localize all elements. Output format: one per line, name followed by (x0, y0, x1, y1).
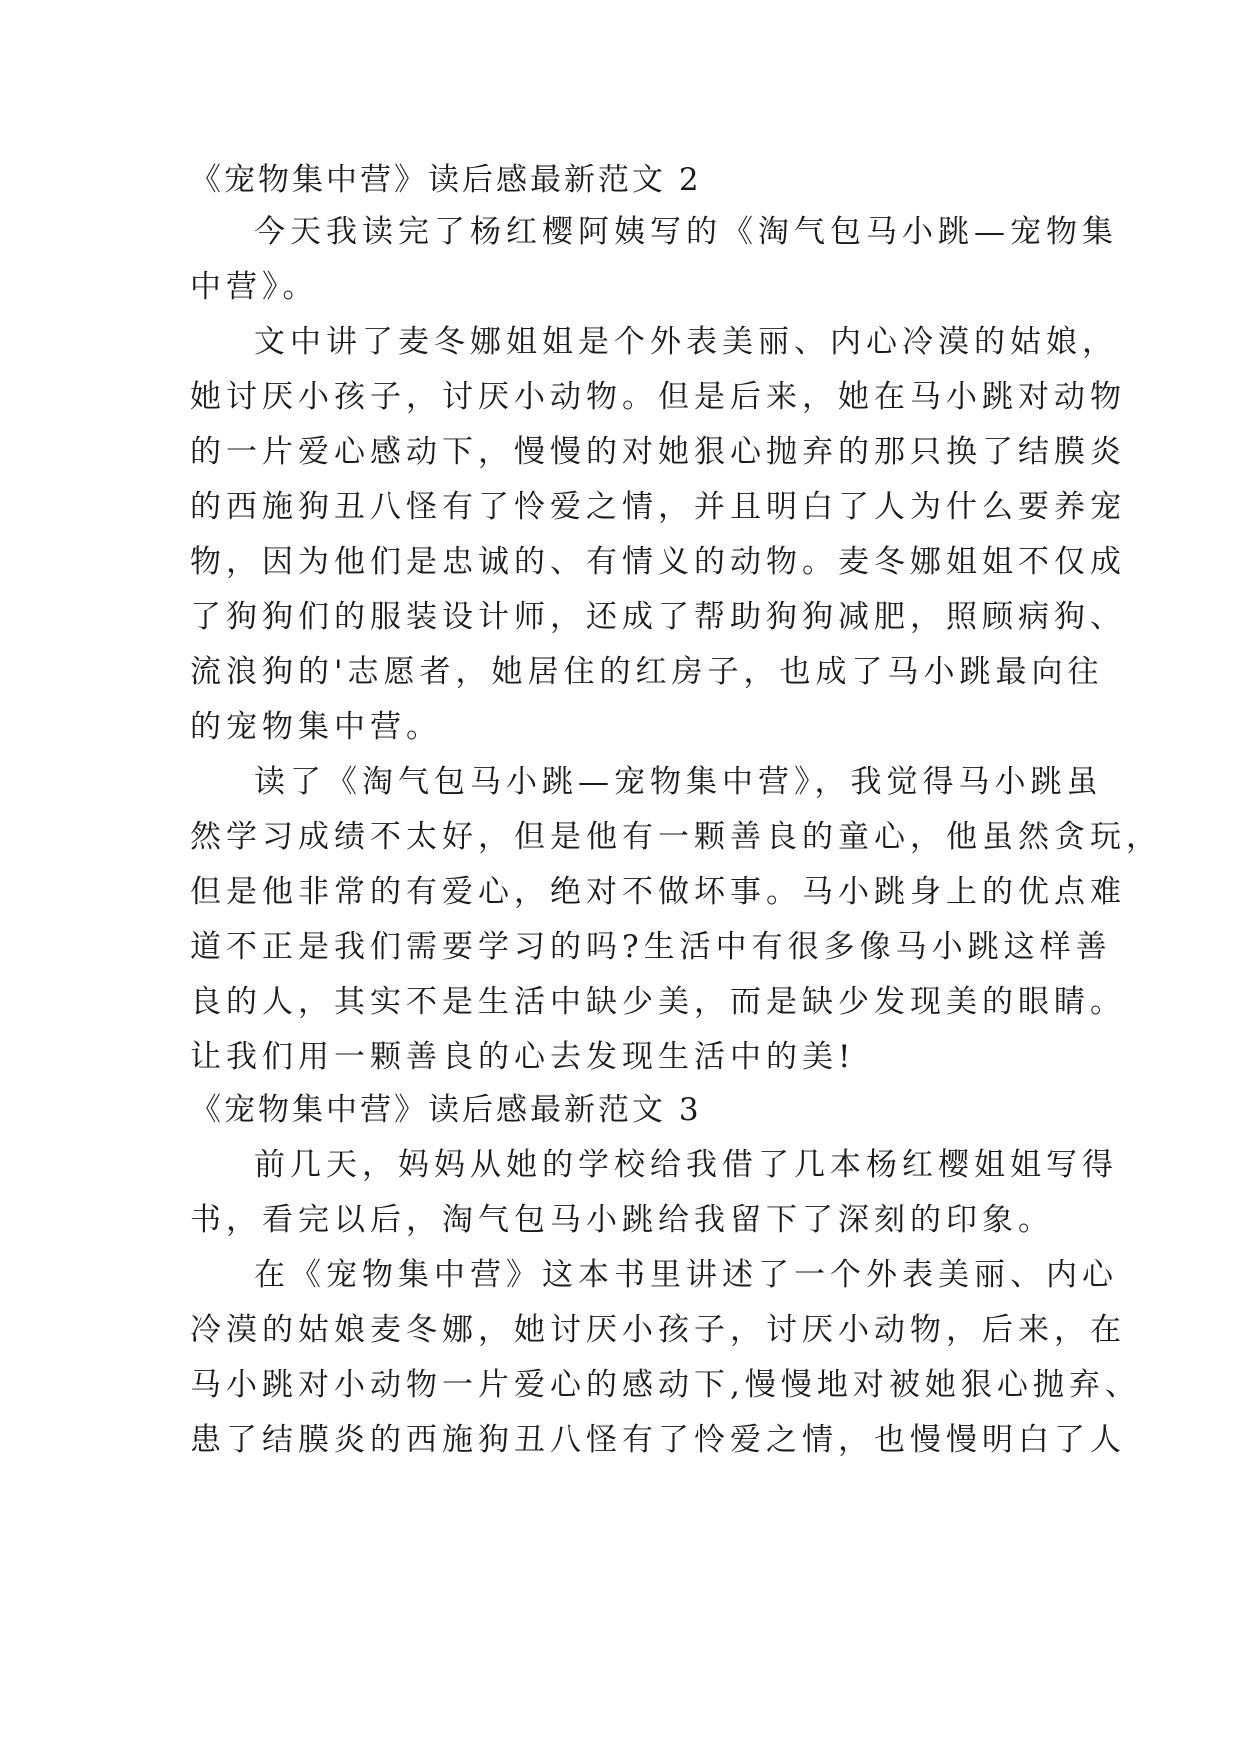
section-heading: 《宠物集中营》读后感最新范文 2 (190, 162, 702, 198)
paragraph-line: 道不正是我们需要学习的吗?生活中有很多像马小跳这样善 (190, 929, 1112, 965)
paragraph-line: 的西施狗丑八怪有了怜爱之情，并且明白了人为什么要养宠 (190, 489, 1126, 525)
paragraph-line: 中营》。 (190, 269, 319, 305)
paragraph-line: 良的人，其实不是生活中缺少美，而是缺少发现美的眼睛。 (190, 984, 1126, 1020)
paragraph-line: 患了结膜炎的西施狗丑八怪有了怜爱之情，也慢慢明白了人 (190, 1422, 1126, 1458)
paragraph-line: 冷漠的姑娘麦冬娜，她讨厌小孩子，讨厌小动物，后来，在 (190, 1312, 1126, 1348)
paragraph-line: 书，看完以后，淘气包马小跳给我留下了深刻的印象。 (190, 1202, 1054, 1238)
paragraph-line: 读了《淘气包马小跳—宠物集中营》，我觉得马小跳虽 (254, 764, 1103, 800)
paragraph-line: 在《宠物集中营》这本书里讲述了一个外表美丽、内心 (254, 1257, 1118, 1293)
paragraph-line: 马小跳对小动物一片爱心的感动下,慢慢地对被她狠心抛弃、 (190, 1367, 1141, 1403)
paragraph-line: 的一片爱心感动下，慢慢的对她狠心抛弃的那只换了结膜炎 (190, 434, 1126, 470)
paragraph-line: 文中讲了麦冬娜姐姐是个外表美丽、内心冷漠的姑娘， (254, 324, 1118, 360)
document-page (190, 160, 1162, 1660)
paragraph-line: 了狗狗们的服装设计师，还成了帮助狗狗减肥，照顾病狗、 (190, 599, 1126, 635)
paragraph-line: 前几天，妈妈从她的学校给我借了几本杨红樱姐姐写得 (254, 1147, 1118, 1183)
paragraph-line: 然学习成绩不太好，但是他有一颗善良的童心，他虽然贪玩， (190, 819, 1162, 855)
paragraph-line: 流浪狗的'志愿者，她居住的红房子，也成了马小跳最向往 (190, 654, 1104, 690)
paragraph-line: 但是他非常的有爱心，绝对不做坏事。马小跳身上的优点难 (190, 874, 1126, 910)
paragraph-line: 的宠物集中营。 (190, 709, 442, 745)
section-heading: 《宠物集中营》读后感最新范文 3 (190, 1092, 702, 1128)
paragraph-line: 物，因为他们是忠诚的、有情义的动物。麦冬娜姐姐不仅成 (190, 544, 1126, 580)
paragraph-line: 让我们用一颗善良的心去发现生活中的美! (190, 1039, 856, 1075)
paragraph-line: 她讨厌小孩子，讨厌小动物。但是后来，她在马小跳对动物 (190, 379, 1126, 415)
paragraph-line: 今天我读完了杨红樱阿姨写的《淘气包马小跳—宠物集 (254, 214, 1118, 250)
